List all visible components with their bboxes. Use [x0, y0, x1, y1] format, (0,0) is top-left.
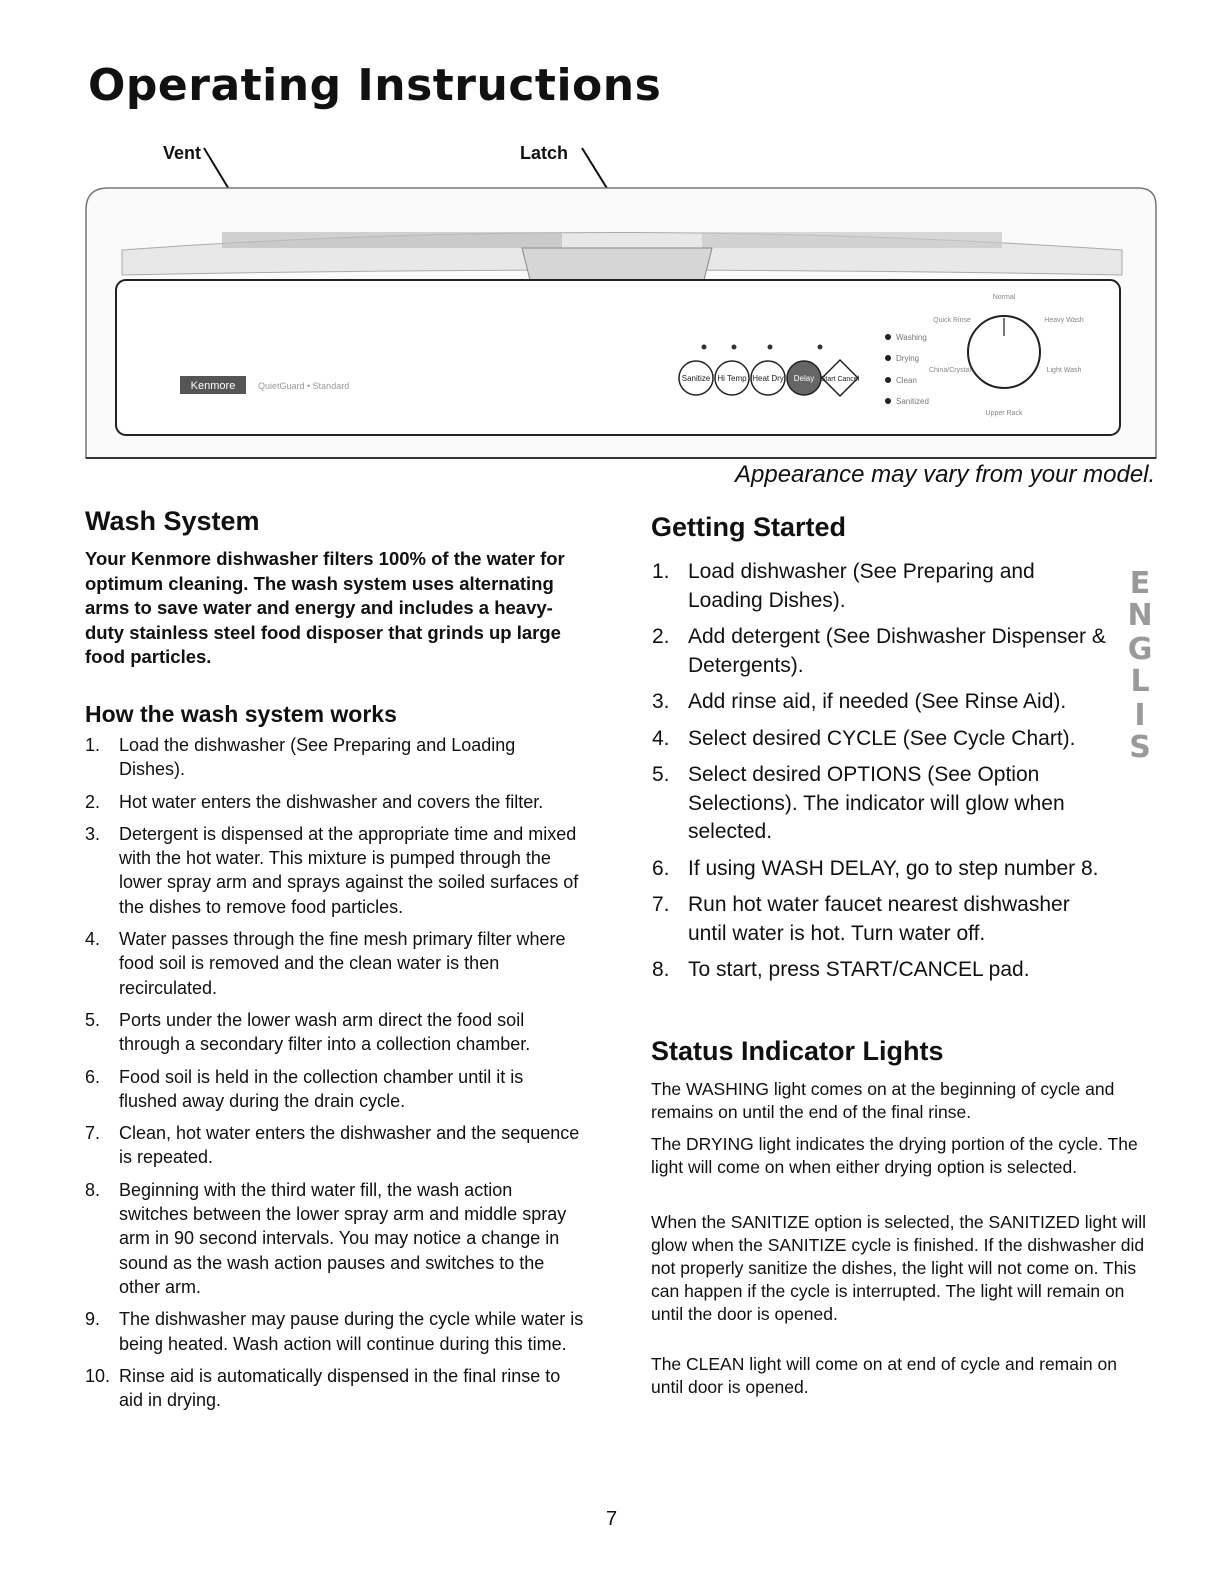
sanitized-light-paragraph: When the SANITIZE option is selected, the SANITIZED light will glow when the SANITIZE cycle is finished. If the dishwasher did not properly sanitize the dishes, the light will not come on. This can happen if the cycle is interrupted. The light will remain on until the door is opened.: [651, 1212, 1147, 1324]
page-title: Operating Instructions: [88, 60, 662, 111]
svg-text:Sanitized: Sanitized: [896, 397, 929, 406]
svg-text:Start Cancel: Start Cancel: [820, 376, 860, 383]
step-number: 8.: [652, 958, 670, 981]
step-number: 3.: [85, 823, 101, 844]
list-item: [85, 1008, 585, 1057]
svg-text:Heavy Wash: Heavy Wash: [1044, 317, 1084, 324]
step-number: 2.: [652, 625, 670, 648]
step-text: Clean, hot water enters the dishwasher and the sequence is repeated.: [119, 1123, 580, 1168]
step-text: Add detergent (See Dishwasher Dispenser & Detergents).: [688, 625, 1106, 677]
step-text: Water passes through the fine mesh primary filter where food soil is removed and the clean water is then recirculated.: [119, 929, 566, 998]
list-item: [85, 1121, 585, 1170]
list-item: [85, 927, 585, 1000]
svg-text:China/Crystal: China/Crystal: [928, 367, 972, 374]
svg-text:Washing: Washing: [896, 333, 927, 342]
status-indicator-lights-heading: Status Indicator Lights: [651, 1036, 944, 1066]
step-number: 4.: [85, 929, 101, 950]
svg-text:Sanitize: Sanitize: [681, 374, 711, 383]
list-item: [85, 1178, 585, 1299]
step-number: 4.: [652, 726, 670, 750]
drying-light-paragraph: The DRYING light indicates the drying portion of the cycle. The light will come on when either drying option is selected.: [651, 1134, 1138, 1177]
step-number: 10.: [85, 1365, 111, 1386]
list-item: [652, 688, 1112, 717]
list-item: [652, 891, 1112, 948]
step-number: 9.: [85, 1309, 101, 1330]
list-item: [85, 1065, 585, 1114]
list-item: [85, 1307, 585, 1356]
wash-system-heading: Wash System: [85, 506, 260, 536]
list-item: [85, 733, 585, 782]
step-number: 2.: [85, 791, 101, 812]
step-number: 7.: [652, 893, 670, 916]
step-text: Load the dishwasher (See Preparing and Loading Dishes).: [119, 735, 516, 780]
latch-callout-label: Latch: [520, 143, 569, 163]
step-text: Food soil is held in the collection chamber until it is flushed away during the drain cycle.: [119, 1066, 524, 1111]
list-item: [652, 558, 1112, 615]
svg-text:Quick Rinse: Quick Rinse: [933, 317, 971, 324]
svg-text:QuietGuard • Standard: QuietGuard • Standard: [258, 381, 350, 391]
step-text: Select desired OPTIONS (See Option Selections). The indicator will glow when selected.: [688, 763, 1065, 843]
svg-text:Kenmore: Kenmore: [190, 380, 236, 392]
list-item: [652, 623, 1112, 680]
svg-text:Clean: Clean: [896, 376, 917, 385]
step-number: 3.: [652, 690, 670, 713]
step-number: 5.: [85, 1009, 101, 1030]
svg-text:Drying: Drying: [896, 354, 920, 363]
clean-light-paragraph: The CLEAN light will come on at end of cycle and remain on until door is opened.: [651, 1354, 1117, 1397]
step-text: Load dishwasher (See Preparing and Loading Dishes).: [688, 560, 1035, 612]
svg-text:Light Wash: Light Wash: [1046, 367, 1082, 374]
page-number: 7: [606, 1508, 618, 1530]
list-item: [85, 822, 585, 919]
list-item: [85, 790, 585, 814]
washing-light-paragraph: The WASHING light comes on at the beginning of cycle and remains on until the end of the final rinse.: [651, 1079, 1115, 1122]
latch-handle: [522, 248, 712, 280]
tab-letter-l: L: [1130, 664, 1150, 699]
step-number: 5.: [652, 763, 670, 786]
step-number: 1.: [85, 735, 101, 755]
step-text: The dishwasher may pause during the cycle while water is being heated. Wash action will continue during this time.: [119, 1309, 584, 1354]
step-text: Run hot water faucet nearest dishwasher until water is hot. Turn water off.: [688, 893, 1070, 945]
tab-letter-n: N: [1127, 598, 1153, 633]
svg-text:Hi Temp: Hi Temp: [717, 374, 747, 383]
tab-letter-e: E: [1129, 566, 1151, 601]
step-text: Select desired CYCLE (See Cycle Chart).: [688, 726, 1076, 750]
tab-letter-g: G: [1127, 632, 1153, 667]
svg-text:Heat Dry: Heat Dry: [752, 374, 784, 383]
step-number: 7.: [85, 1123, 101, 1144]
step-number: 6.: [85, 1066, 101, 1087]
step-text: Rinse aid is automatically dispensed in the final rinse to aid in drying.: [119, 1365, 561, 1411]
svg-text:Normal: Normal: [992, 294, 1016, 301]
wash-system-intro: Your Kenmore dishwasher filters 100% of the water for optimum cleaning. The wash system uses alternating arms to save water and energy and includes a heavy-duty stainless steel food disposer that grinds up large food particles.: [85, 548, 565, 667]
step-text: Beginning with the third water fill, the wash action switches between the lower spray arm and middle spray arm in 90 second intervals. You may notice a change in sound as the wash action pauses and switches to the other arm.: [119, 1179, 567, 1297]
svg-text:Upper Rack: Upper Rack: [985, 410, 1023, 417]
list-item: [652, 855, 1112, 884]
list-item: [652, 956, 1112, 985]
list-item: [652, 761, 1112, 847]
step-number: 6.: [652, 856, 670, 880]
wash-system-steps-list: [85, 733, 585, 1412]
step-number: 1.: [652, 560, 670, 583]
step-text: If using WASH DELAY, go to step number 8.: [688, 856, 1099, 880]
how-wash-system-works-heading: How the wash system works: [85, 701, 397, 727]
list-item: [85, 1364, 585, 1413]
step-text: Ports under the lower wash arm direct the food soil through a secondary filter into a collection chamber.: [119, 1009, 531, 1055]
getting-started-steps-list: [652, 558, 1112, 985]
step-number: 8.: [85, 1179, 101, 1200]
step-text: Hot water enters the dishwasher and covers the filter.: [119, 791, 544, 812]
step-text: Add rinse aid, if needed (See Rinse Aid).: [688, 690, 1067, 713]
tab-letter-s: S: [1129, 730, 1151, 765]
english-language-tab: [1123, 565, 1157, 765]
step-text: Detergent is dispensed at the appropriate time and mixed with the hot water. This mixture is pumped through the lower spray arm and sprays against the soiled surfaces of the dishes to remove food particles.: [119, 823, 579, 917]
svg-text:Delay: Delay: [793, 374, 815, 383]
getting-started-heading: Getting Started: [651, 512, 847, 542]
figure-caption: Appearance may vary from your model.: [735, 461, 1156, 488]
vent-callout-label: Vent: [163, 143, 202, 163]
step-text: To start, press START/CANCEL pad.: [688, 958, 1030, 981]
tab-letter-i: I: [1134, 698, 1146, 733]
control-panel-illustration: [82, 140, 1162, 470]
list-item: [652, 725, 1112, 754]
